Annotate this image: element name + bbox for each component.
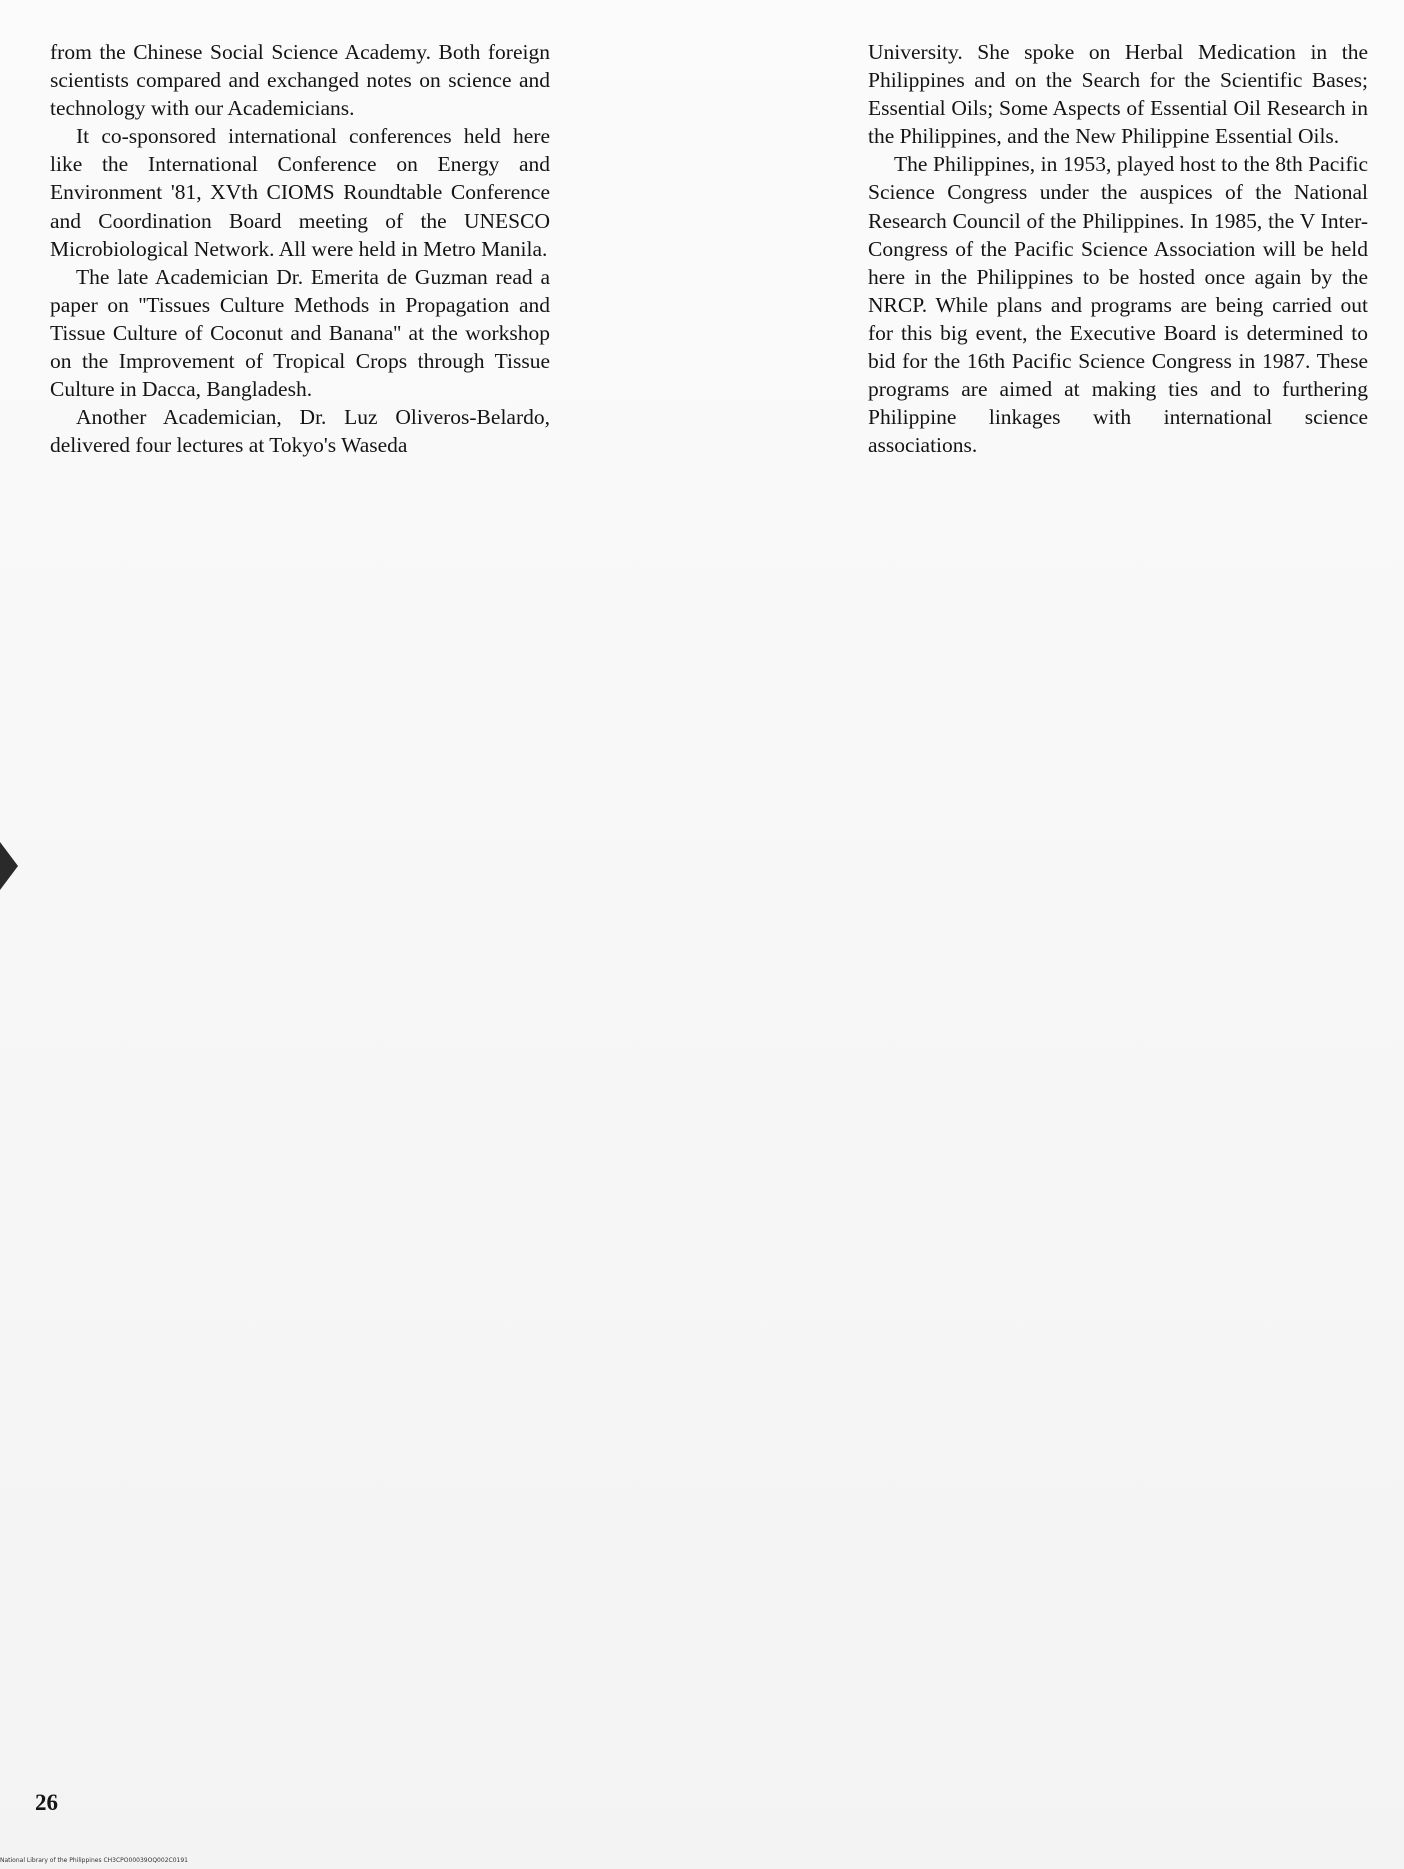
left-text-column	[50, 38, 550, 459]
page-number: 26	[35, 1790, 58, 1815]
scan-footer: National Library of the Philippines CH3CPO00039OQ002C0191	[0, 1857, 188, 1864]
paragraph: from the Chinese Social Science Academy. Both foreign scientists compared and exchanged notes on science and technology with our Academicians.	[50, 40, 550, 121]
paragraph: The Philippines, in 1953, played host to the 8th Pacific Science Congress under the auspices of the National Research Council of the Philippines. In 1985, the V Inter-Congress of the Pacific Science Association will be held here in the Philippines to be hosted once again by the NRCP. While plans and programs are being carried out for this big event, the Executive Board is determined to bid for the 16th Pacific Science Congress in 1987. These programs are aimed at making ties and to furthering Philippine linkages with international science associations.	[868, 152, 1368, 458]
paragraph: It co-sponsored international conferences held here like the International Conference on Energy and Environment '81, XVth CIOMS Roundtable Conference and Coordination Board meeting of the UNESCO Microbiological Network. All were held in Metro Manila.	[50, 124, 550, 261]
paragraph: Another Academician, Dr. Luz Oliveros-Belardo, delivered four lectures at Tokyo's Waseda	[50, 405, 550, 458]
paragraph: The late Academician Dr. Emerita de Guzman read a paper on ''Tissues Culture Methods in Propagation and Tissue Culture of Coconut and Banana'' at the workshop on the Improvement of Tropical Crops through Tissue Culture in Dacca, Bangladesh.	[50, 264, 550, 402]
paragraph: University. She spoke on Herbal Medication in the Philippines and on the Search for the Scientific Bases; Essential Oils; Some Aspects of Essential Oil Research in the Philippines, and the New Philippine Essential Oils.	[868, 40, 1368, 149]
scan-edge-mark	[0, 842, 18, 890]
right-text-column	[868, 38, 1368, 459]
